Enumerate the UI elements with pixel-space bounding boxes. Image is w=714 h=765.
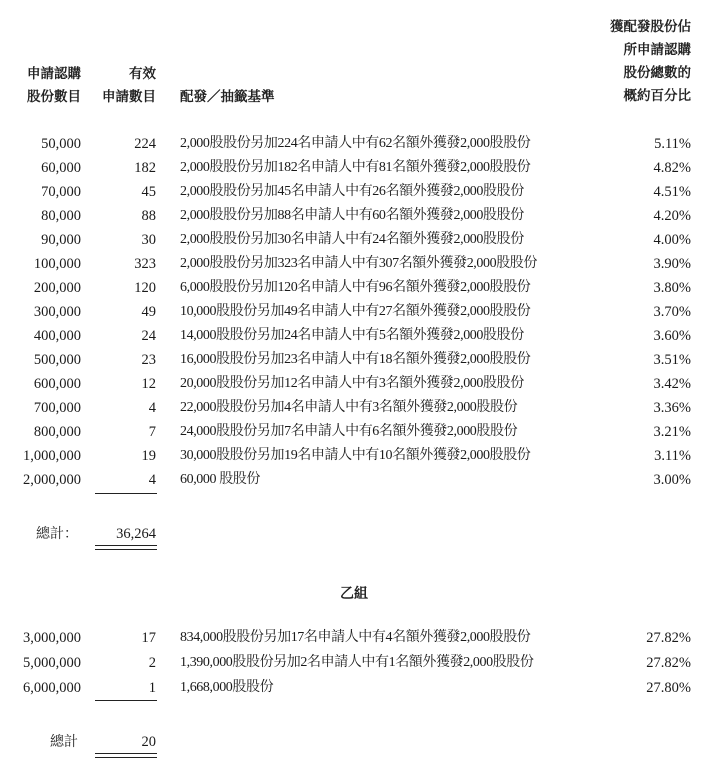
basis-cell: 2,000股股份另加224名申請人中有62名額外獲發2,000股股份 bbox=[180, 136, 531, 151]
pct-cell: 3.42% bbox=[653, 376, 691, 392]
basis-cell: 6,000股股份另加120名申請人中有96名額外獲發2,000股股份 bbox=[180, 280, 531, 295]
pct-cell: 27.82% bbox=[646, 655, 691, 671]
basis-cell: 834,000股股份另加17名申請人中有4名額外獲發2,000股股份 bbox=[180, 630, 531, 645]
group-b-title: 乙組 bbox=[340, 586, 368, 602]
basis-cell: 20,000股股份另加12名申請人中有3名額外獲發2,000股股份 bbox=[180, 376, 524, 391]
table-row bbox=[0, 182, 714, 202]
pct-cell: 4.51% bbox=[653, 184, 691, 200]
pct-cell: 3.51% bbox=[653, 352, 691, 368]
table-row bbox=[0, 278, 714, 298]
basis-cell: 1,668,000股股份 bbox=[180, 680, 274, 695]
shares-cell: 700,000 bbox=[33, 400, 81, 416]
table-row bbox=[0, 446, 714, 466]
count-cell: 224 bbox=[134, 136, 156, 152]
count-cell: 19 bbox=[141, 448, 156, 464]
table-row bbox=[0, 374, 714, 394]
shares-cell: 500,000 bbox=[33, 352, 81, 368]
shares-cell: 300,000 bbox=[33, 304, 81, 320]
pct-cell: 3.90% bbox=[653, 256, 691, 272]
count-cell: 7 bbox=[148, 424, 156, 440]
pct-cell: 27.80% bbox=[646, 680, 691, 696]
subtotal-rule bbox=[95, 493, 157, 494]
header-basis: 配發／抽籤基準 bbox=[180, 89, 275, 105]
basis-cell: 24,000股股份另加7名申請人中有6名額外獲發2,000股股份 bbox=[180, 424, 518, 439]
count-cell: 88 bbox=[141, 208, 156, 224]
count-cell: 45 bbox=[141, 184, 156, 200]
count-cell: 2 bbox=[148, 655, 156, 671]
basis-cell: 16,000股股份另加23名申請人中有18名額外獲發2,000股股份 bbox=[180, 352, 531, 367]
basis-cell: 2,000股股份另加45名申請人中有26名額外獲發2,000股股份 bbox=[180, 184, 524, 199]
pct-cell: 3.21% bbox=[653, 424, 691, 440]
table-row bbox=[0, 134, 714, 154]
table-row bbox=[0, 678, 714, 698]
count-cell: 323 bbox=[134, 256, 156, 272]
shares-cell: 5,000,000 bbox=[23, 655, 81, 671]
table-row bbox=[0, 470, 714, 490]
table-row bbox=[0, 158, 714, 178]
basis-cell: 14,000股股份另加24名申請人中有5名額外獲發2,000股股份 bbox=[180, 328, 524, 343]
basis-cell: 2,000股股份另加323名申請人中有307名額外獲發2,000股股份 bbox=[180, 256, 537, 271]
pct-cell: 3.36% bbox=[653, 400, 691, 416]
count-cell: 23 bbox=[141, 352, 156, 368]
shares-cell: 60,000 bbox=[41, 160, 81, 176]
count-cell: 30 bbox=[141, 232, 156, 248]
count-cell: 24 bbox=[141, 328, 156, 344]
shares-cell: 800,000 bbox=[33, 424, 81, 440]
table-row bbox=[0, 302, 714, 322]
table-row bbox=[0, 653, 714, 673]
pct-cell: 27.82% bbox=[646, 630, 691, 646]
count-cell: 4 bbox=[148, 400, 156, 416]
subtotal-rule bbox=[95, 700, 157, 701]
header-applications: 有效 申請數目 bbox=[102, 66, 156, 105]
pct-cell: 4.20% bbox=[653, 208, 691, 224]
total-rule-bottom bbox=[95, 757, 157, 758]
table-row bbox=[0, 398, 714, 418]
pct-cell: 5.11% bbox=[654, 136, 691, 152]
count-cell: 120 bbox=[134, 280, 156, 296]
count-cell: 182 bbox=[134, 160, 156, 176]
total-rule-bottom bbox=[95, 549, 157, 550]
count-cell: 12 bbox=[141, 376, 156, 392]
header-shares: 申請認購 股份數目 bbox=[27, 66, 81, 105]
total-label-a: 總計： bbox=[36, 526, 78, 542]
basis-cell: 2,000股股份另加182名申請人中有81名額外獲發2,000股股份 bbox=[180, 160, 531, 175]
shares-cell: 80,000 bbox=[41, 208, 81, 224]
table-row bbox=[0, 254, 714, 274]
pct-cell: 4.82% bbox=[653, 160, 691, 176]
shares-cell: 6,000,000 bbox=[23, 680, 81, 696]
table-row bbox=[0, 422, 714, 442]
shares-cell: 70,000 bbox=[41, 184, 81, 200]
basis-cell: 30,000股股份另加19名申請人中有10名額外獲發2,000股股份 bbox=[180, 448, 531, 463]
total-rule-top bbox=[95, 753, 157, 754]
shares-cell: 100,000 bbox=[33, 256, 81, 272]
count-cell: 4 bbox=[148, 472, 156, 488]
pct-cell: 3.11% bbox=[654, 448, 691, 464]
count-cell: 1 bbox=[148, 680, 156, 696]
total-value-b: 20 bbox=[141, 734, 156, 750]
pct-cell: 3.70% bbox=[653, 304, 691, 320]
pct-cell: 3.00% bbox=[653, 472, 691, 488]
pct-cell: 3.60% bbox=[653, 328, 691, 344]
shares-cell: 50,000 bbox=[41, 136, 81, 152]
shares-cell: 600,000 bbox=[33, 376, 81, 392]
table-row bbox=[0, 326, 714, 346]
basis-cell: 60,000 股股份 bbox=[180, 472, 260, 487]
basis-cell: 2,000股股份另加30名申請人中有24名額外獲發2,000股股份 bbox=[180, 232, 524, 247]
basis-cell: 10,000股股份另加49名申請人中有27名額外獲發2,000股股份 bbox=[180, 304, 531, 319]
total-rule-top bbox=[95, 545, 157, 546]
shares-cell: 2,000,000 bbox=[23, 472, 81, 488]
table-row bbox=[0, 350, 714, 370]
table-row bbox=[0, 628, 714, 648]
basis-cell: 1,390,000股股份另加2名申請人中有1名額外獲發2,000股股份 bbox=[180, 655, 534, 670]
shares-cell: 400,000 bbox=[33, 328, 81, 344]
shares-cell: 90,000 bbox=[41, 232, 81, 248]
shares-cell: 1,000,000 bbox=[23, 448, 81, 464]
total-label-b: 總計 bbox=[50, 734, 78, 750]
basis-cell: 2,000股股份另加88名申請人中有60名額外獲發2,000股股份 bbox=[180, 208, 524, 223]
table-row bbox=[0, 230, 714, 250]
header-percentage: 獲配發股份佔 所申請認購 股份總數的 概約百分比 bbox=[610, 19, 691, 104]
table-row bbox=[0, 206, 714, 226]
pct-cell: 3.80% bbox=[653, 280, 691, 296]
count-cell: 17 bbox=[141, 630, 156, 646]
shares-cell: 200,000 bbox=[33, 280, 81, 296]
shares-cell: 3,000,000 bbox=[23, 630, 81, 646]
count-cell: 49 bbox=[141, 304, 156, 320]
basis-cell: 22,000股股份另加4名申請人中有3名額外獲發2,000股股份 bbox=[180, 400, 518, 415]
total-value-a: 36,264 bbox=[116, 526, 156, 542]
pct-cell: 4.00% bbox=[653, 232, 691, 248]
